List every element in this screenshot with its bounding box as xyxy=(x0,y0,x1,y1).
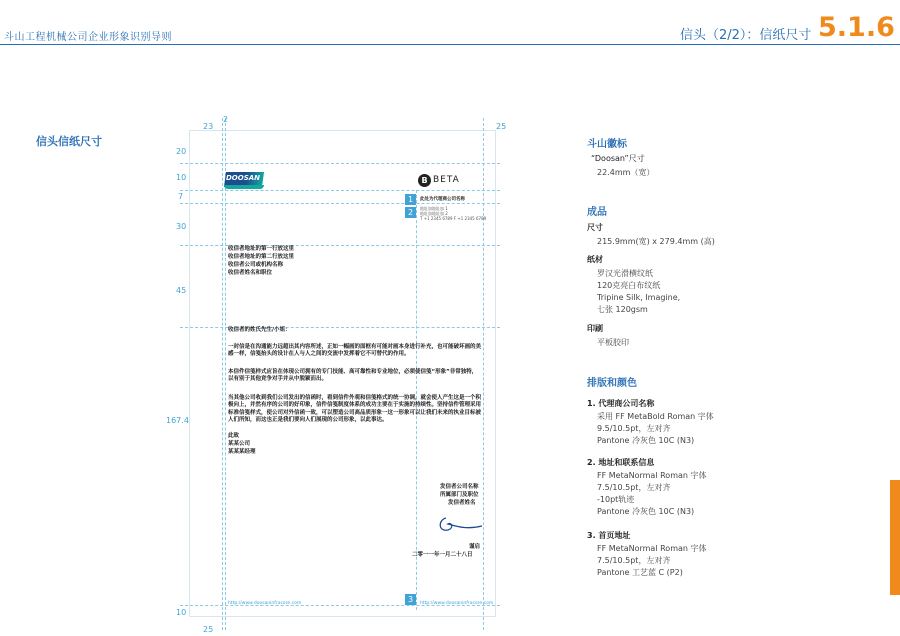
dim-left-7: 7 xyxy=(178,192,184,201)
print-label: 印刷 xyxy=(587,324,603,333)
dim-left-20: 20 xyxy=(176,147,187,156)
closing-line-3: 某某某经理 xyxy=(228,449,256,455)
url-right[interactable]: http://www.doosaninfracore.com xyxy=(420,601,494,606)
sender-name: 发信者姓名 xyxy=(448,500,476,506)
item-2-line-3: -10pt轨迹 xyxy=(597,495,635,504)
guide-left-margin xyxy=(222,118,223,630)
side-tab-marker[interactable] xyxy=(890,480,900,595)
url-left[interactable]: http://www.doosaninfracore.com xyxy=(228,601,302,606)
marker-box-2: 2 xyxy=(405,207,416,218)
logo-heading: 斗山徽标 xyxy=(587,139,627,150)
recipient-line-1: 收信者地址的第一行放这里 xyxy=(228,246,295,252)
agent-company-name: 此处为代理商公司名称 xyxy=(420,197,465,202)
address-line-2: 地址加地址加 2 xyxy=(420,211,448,216)
address-line-1: 地址加地址加 1 xyxy=(420,206,448,211)
paper-line-2: 120克亮白布纹纸 xyxy=(597,281,661,290)
recipient-line-2: 收信者地址的第二行放这里 xyxy=(228,254,295,260)
item-2-line-4: Pantone 冷灰色 10C (N3) xyxy=(597,507,695,516)
item-1-line-1: 采用 FF MetaBold Roman 字体 xyxy=(597,412,714,421)
item-3-line-1: FF MetaNormal Roman 字体 xyxy=(597,544,707,553)
marker-box-3: 3 xyxy=(405,594,416,605)
doosan-logo-text: DOOSAN xyxy=(226,174,261,182)
size-label: 尺寸 xyxy=(587,223,603,232)
header-left-title: 斗山工程机械公司企业形象识别导则 xyxy=(4,32,172,43)
header-right-title: 信头（2/2）：信纸尺寸 xyxy=(680,28,812,43)
header-divider xyxy=(0,44,900,45)
recipient-line-3: 收信者公司或机构名称 xyxy=(228,262,284,268)
closing-line-1: 此致 xyxy=(228,433,240,439)
marker-box-1: 1 xyxy=(405,194,416,205)
dim-top-right: 25 xyxy=(496,122,507,131)
dim-left-30: 30 xyxy=(176,222,187,231)
dim-left-45: 45 xyxy=(176,286,187,295)
body-paragraph-1: 一封信是在沟通能力远超出其内容所述，正如一幅画的面框有可能对画本身进行补充，也可能破坏画的美感一样，信笺抬头的设计在人与人之间的交流中发挥着它不可替代的作用。 xyxy=(228,344,482,358)
dim-left-10: 10 xyxy=(176,173,187,182)
item-3-line-3: Pantone 工艺蓝 C (P2) xyxy=(597,568,683,577)
section-title: 信头信纸尺寸 xyxy=(36,135,102,148)
body-paragraph-3: 当其他公司收到我们公司发出的信函时，看到信件外观和信笺格式的统一协调，就会使人产生这是一个积极向上，并然有序的公司的好印象，信件信笺制度体系的成功主要在于实施的持续性。坚持信件管理采用标准信笺样式，使公司对外信函一致，可以塑造公司高品质形象一这一形象可以让我们未来的执业目标被人们所知，而这也正是我们要向人们展现的公司形象，以此事达。 xyxy=(228,395,482,424)
recipient-line-4: 收信者姓名和职位 xyxy=(228,270,273,276)
logo-size-label: “Doosan”尺寸 xyxy=(591,154,645,163)
doosan-logo-swoosh xyxy=(224,185,264,189)
closing-line-2: 某某公司 xyxy=(228,441,251,447)
sender-company: 发信者公司名称 xyxy=(440,484,479,490)
paper-line-3: Tripine Silk, Imagine, xyxy=(597,293,681,302)
item-2-line-1: FF MetaNormal Roman 字体 xyxy=(597,471,707,480)
dim-left-167: 167.4 xyxy=(166,416,189,425)
dim-bottom-25: 25 xyxy=(203,625,214,634)
sender-department: 所属部门及职位 xyxy=(440,492,479,498)
paper-line-4: 七张 120gsm xyxy=(597,305,648,314)
item-3-line-2: 7.5/10.5pt，左对齐 xyxy=(597,556,671,565)
dim-bottom-10: 10 xyxy=(176,608,187,617)
body-paragraph-2: 本信件信笺样式应旨在体现公司拥有的专门技能、高可靠性和专业地位，必须使信笺“形象”非常独特，以有别于其他竞争对手并从中脱颖而出。 xyxy=(228,369,478,383)
dim-top-mid: 2 xyxy=(223,115,229,124)
product-heading: 成品 xyxy=(587,207,607,218)
item-1-line-2: 9.5/10.5pt，左对齐 xyxy=(597,424,671,433)
page-number: 5.1.6 xyxy=(818,12,895,43)
item-2-title: 2. 地址和联系信息 xyxy=(587,458,655,467)
signature-icon xyxy=(436,514,484,536)
dim-top-left: 23 xyxy=(203,122,214,131)
letter-date: 二零一一年一月二十八日 xyxy=(412,552,473,558)
beta-logo-text: BETA xyxy=(433,175,460,185)
item-2-line-2: 7.5/10.5pt，左对齐 xyxy=(597,483,671,492)
salutation: 收信者的姓氏先生/小姐： xyxy=(228,327,291,333)
size-value: 215.9mm(宽) x 279.4mm (高) xyxy=(597,237,715,246)
beta-logo-icon: B xyxy=(418,174,431,187)
item-1-line-3: Pantone 冷灰色 10C (N3) xyxy=(597,436,695,445)
guide-top-logo xyxy=(180,190,500,191)
paper-line-1: 罗汉光滑横纹纸 xyxy=(597,269,653,278)
logo-size-value: 22.4mm（宽） xyxy=(597,168,655,177)
item-3-title: 3. 首页地址 xyxy=(587,531,631,540)
sign-off: 谨启 xyxy=(469,544,481,550)
guide-left-margin-inner xyxy=(225,118,226,630)
layout-heading: 排版和颜色 xyxy=(587,378,637,389)
guide-top-7 xyxy=(180,203,500,204)
paper-label: 纸材 xyxy=(587,255,603,264)
phone-fax: T +1 2345 6789 F +1 2345 6789 xyxy=(420,216,487,221)
item-1-title: 1. 代理商公司名称 xyxy=(587,399,655,408)
guide-top-20 xyxy=(180,163,500,164)
guide-right-margin xyxy=(483,118,484,630)
print-value: 平板胶印 xyxy=(597,338,629,347)
